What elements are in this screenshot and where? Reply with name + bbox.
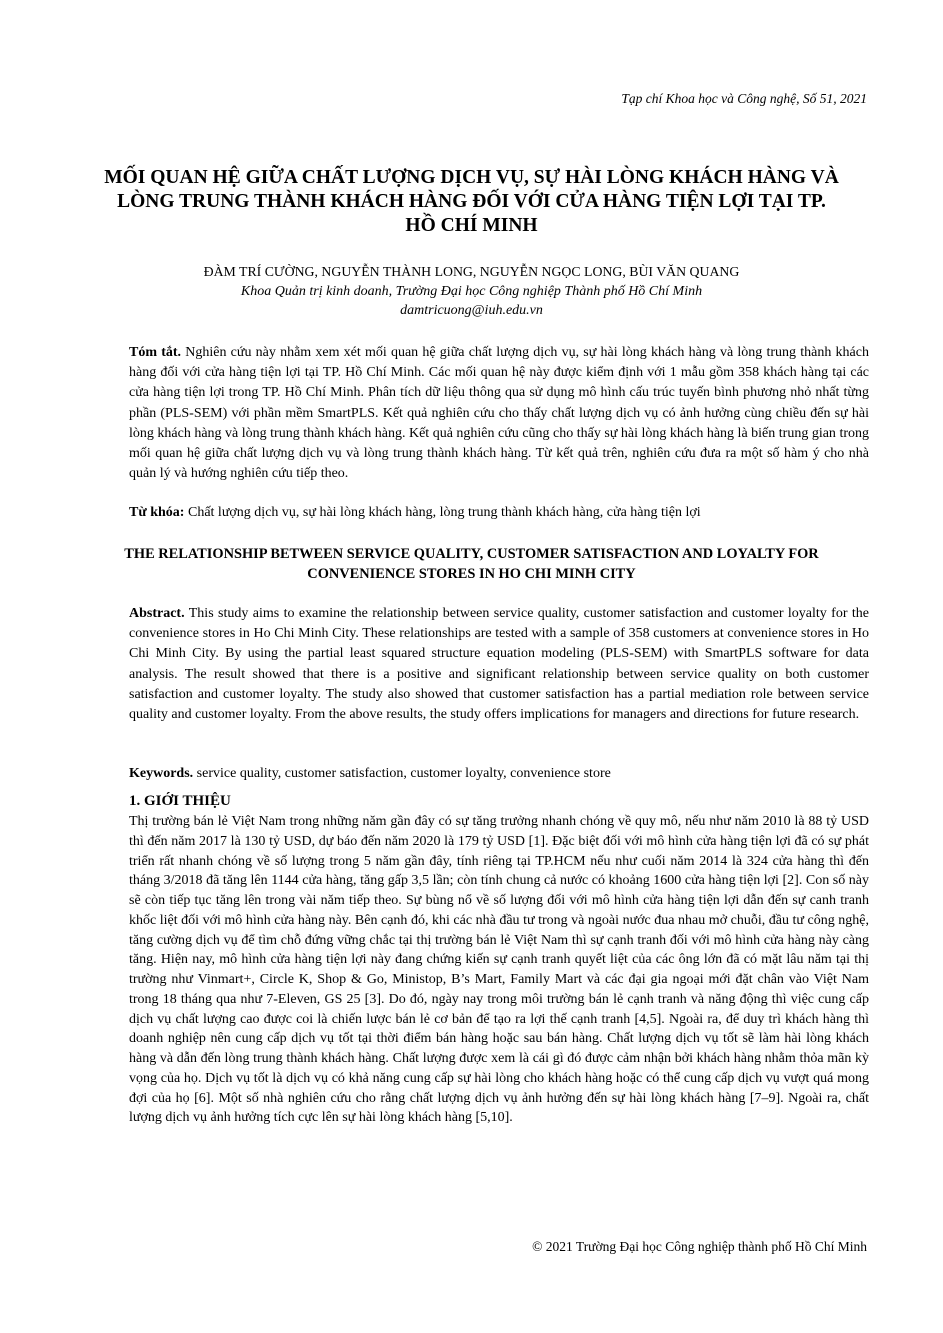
author-list: ĐÀM TRÍ CƯỜNG, NGUYỄN THÀNH LONG, NGUYỄN NGỌC LONG, BÙI VĂN QUANG <box>203 264 740 279</box>
section-heading-introduction: 1. GIỚI THIỆU <box>129 793 231 809</box>
paper-title-vi: MỐI QUAN HỆ GIỮA CHẤT LƯỢNG DỊCH VỤ, SỰ HÀI LÒNG KHÁCH HÀNG VÀ LÒNG TRUNG THÀNH KHÁCH HÀNG ĐỐI VỚI CỬA HÀNG TIỆN LỢI TẠI TP. HỒ CHÍ MINH <box>104 167 839 236</box>
abstract-en-label: Abstract. <box>129 606 185 621</box>
abstract-en-text: This study aims to examine the relationship between service quality, customer satisfaction and customer loyalty for the convenience stores in Ho Chi Minh City. These relationships are tested with a sample of 358 customers at convenience stores in Ho Chi Minh City. By using the partial least squared structure equation modeling (PLS-SEM) with SmartPLS software for data analysis. The result showed that there is a positive and significant relationship between service quality on both customer satisfaction and customer loyalty. The study also showed that customer satisfaction has a partial mediation role between service quality and customer loyalty. From the above results, the study offers implications for managers and directions for future research. <box>129 606 869 723</box>
abstract-vi <box>129 343 869 484</box>
copyright-footer: © 2021 Trường Đại học Công nghiệp thành phố Hồ Chí Minh <box>532 1239 867 1254</box>
keywords-vi-label: Từ khóa: <box>129 505 185 520</box>
author-affiliation: Khoa Quản trị kinh doanh, Trường Đại học Công nghiệp Thành phố Hồ Chí Minh <box>240 284 703 299</box>
keywords-vi <box>129 503 869 523</box>
keywords-en-text: service quality, customer satisfaction, customer loyalty, convenience store <box>193 766 611 781</box>
abstract-vi-text: Nghiên cứu này nhằm xem xét mối quan hệ giữa chất lượng dịch vụ, sự hài lòng khách hàng và lòng trung thành khách hàng đối với cửa hàng tiện lợi tại TP. Hồ Chí Minh. Các mối quan hệ này được kiểm định với 1 mẫu gồm 358 khách hàng tại các cửa hàng tiện lợi trong TP. Hồ Chí Minh. Phân tích dữ liệu thông qua sử dụng mô hình cấu trúc tuyến bình phương nhỏ nhất từng phần (PLS-SEM) với phần mềm SmartPLS. Kết quả nghiên cứu cho thấy chất lượng dịch vụ có ảnh hưởng cùng chiều đến sự hài lòng khách hàng và lòng trung thành khách hàng. Kết quả nghiên cứu cũng cho thấy sự hài lòng khách hàng là biến trung gian trong mối quan hệ giữa chất lượng dịch vụ và lòng trung thành khách hàng. Từ kết quả trên, nghiên cứu đưa ra một số hàm ý cho nhà quản lý và hướng nghiên cứu tiếp theo. <box>129 345 869 482</box>
keywords-vi-text: Chất lượng dịch vụ, sự hài lòng khách hàng, lòng trung thành khách hàng, cửa hàng tiện lợi <box>184 505 701 520</box>
keywords-en <box>129 764 869 784</box>
introduction-paragraph: Thị trường bán lẻ Việt Nam trong những năm gần đây có sự tăng trưởng nhanh chóng về quy mô, nếu như năm 2010 là 88 tỷ USD thì đến năm 2017 là 130 tỷ USD, dự báo đến năm 2020 là 179 tỷ USD [1]. Đặc biệt đối với mô hình cửa hàng tiện lợi đã có sự phát triển rất nhanh chóng về số lượng trong 5 năm gần đây, tính riêng tại TP.HCM nếu như cuối năm 2014 là 324 cửa hàng thì đến tháng 3/2018 đã tăng lên 1144 cửa hàng, tăng gấp 3,5 lần; còn tính chung cả nước có khoảng 1600 cửa hàng tiện lợi [2]. Con số này sẽ còn tiếp tục tăng lên trong vài năm tiếp theo. Sự bùng nổ về số lượng đối với mô hình cửa hàng tiện lợi dẫn đến sự canh tranh khốc liệt đối với mô hình cửa hàng này. Bên cạnh đó, khi các nhà đầu tư trong và ngoài nước đua nhau mở chuỗi, đầu tư công nghệ, tăng cường dịch vụ để tìm chỗ đứng vững chắc tại thị trường bán lẻ Việt Nam thì sự cạnh tranh đối với mô hình cửa hàng này càng tăng. Hiện nay, mô hình cửa hàng tiện lợi này đang chứng kiến sự cạnh tranh quyết liệt của các ông lớn đã có mặt lâu năm tại thị trường như Vinmart+, Circle K, Shop & Go, Ministop, B’s Mart, Family Mart và các đại gia ngoại mới đặt chân vào Việt Nam trong 18 tháng qua như 7-Eleven, GS 25 [3]. Do đó, ngày nay trong môi trường bán lẻ cạnh tranh và năng động thì việc cung cấp dịch vụ chất lượng cao được coi là chiến lược bán lẻ cơ bản để tạo ra lợi thế cạnh tranh [4,5]. Ngoài ra, để duy trì khách hàng thì doanh nghiệp nên cung cấp dịch vụ tốt tại thời điểm bán hàng hoặc sau bán hàng. Chất lượng dịch vụ tốt sẽ làm hài lòng khách hàng và dẫn đến lòng trung thành khách hàng. Chất lượng được xem là cái gì đó được cảm nhận bởi khách hàng nhằm thỏa mãn kỳ vọng của họ. Dịch vụ tốt là dịch vụ có khả năng cung cấp sự hài lòng cho khách hàng hoặc có thể cung cấp dịch vụ vượt quá mong đợi của họ [6]. Một số nhà nghiên cứu cho rằng chất lượng dịch vụ ảnh hưởng đến sự hài lòng khách hàng [7–9]. Ngoài ra, chất lượng dịch vụ ảnh hưởng tích cực lên sự hài lòng khách hàng [5,10]. <box>129 814 869 1126</box>
keywords-en-label: Keywords. <box>129 766 194 781</box>
abstract-en <box>129 604 869 725</box>
paper-title-en: THE RELATIONSHIP BETWEEN SERVICE QUALITY, CUSTOMER SATISFACTION AND LOYALTY FOR CONVENIENCE STORES IN HO CHI MINH CITY <box>124 546 819 582</box>
journal-running-head: Tạp chí Khoa học và Công nghệ, Số 51, 2021 <box>621 91 867 106</box>
abstract-vi-label: Tóm tắt. <box>129 345 182 360</box>
author-email: damtricuong@iuh.edu.vn <box>400 303 543 318</box>
